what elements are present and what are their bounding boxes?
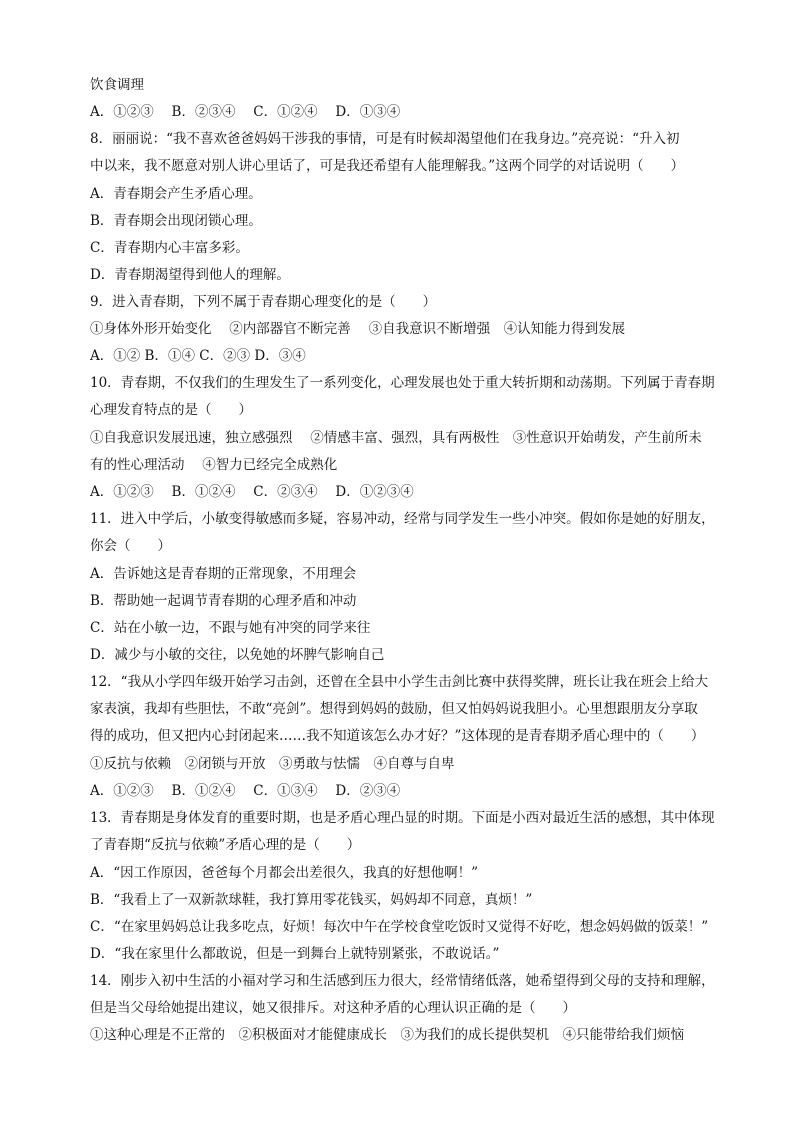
option-a: A．青春期会产生矛盾心理。 bbox=[90, 186, 262, 202]
answer-options: A．①②③ B．①②④ C．②③④ D．①②③④ bbox=[90, 484, 414, 500]
option-d: D．减少与小敏的交往，以免她的坏脾气影响自己 bbox=[90, 647, 385, 663]
option-c: C．青春期内心丰富多彩。 bbox=[90, 240, 249, 256]
answer-options: A．①② B．①④ C．②③ D．③④ bbox=[90, 348, 306, 364]
question-14: 14．刚步入初中生活的小福对学习和生活感到压力很大，经常情绪低落，她希望得到父母的支持和理解， bbox=[90, 973, 715, 989]
question-9: 9．进入青春期，下列不属于青春期心理变化的是（ ） bbox=[90, 294, 437, 310]
question-8: 8．丽丽说：“我不喜欢爸爸妈妈干涉我的事情，可是有时候却渴望他们在我身边。”亮亮说：“升入初 bbox=[90, 131, 680, 147]
question-10: 10．青春期，不仅我们的生理发生了一系列变化，心理发展也处于重大转折期和动荡期。下列属于青春期 bbox=[90, 375, 715, 391]
option-a: A．“因工作原因，爸爸每个月都会出差很久，我真的好想他啊！” bbox=[90, 865, 479, 881]
option-b: B．青春期会出现闭锁心理。 bbox=[90, 213, 262, 229]
question-13: 13．青春期是身体发育的重要时期，也是矛盾心理凸显的时期。下面是小西对最近生活的感想，其中体现 bbox=[90, 810, 715, 826]
answer-options: A．①②③ B．②③④ C．①②④ D．①③④ bbox=[90, 104, 401, 120]
text-line: 中以来，我不愿意对别人讲心里话了，可是我还希望有人能理解我。”这两个同学的对话说明（ ） bbox=[90, 158, 685, 174]
option-d: D．“我在家里什么都敢说，但是一到舞台上就特别紧张，不敢说话。” bbox=[90, 946, 500, 962]
answer-options: A．①②③ B．①②④ C．①③④ D．②③④ bbox=[90, 783, 401, 799]
option-a: A．告诉她这是青春期的正常现象，不用理会 bbox=[90, 566, 357, 582]
text-line: 饮食调理 bbox=[90, 77, 144, 93]
option-d: D．青春期渴望得到他人的理解。 bbox=[90, 267, 290, 283]
option-c: C．站在小敏一边，不跟与她有冲突的同学来往 bbox=[90, 620, 371, 636]
statements: ①自我意识发展迅速，独立感强烈 ②情感丰富、强烈，具有两极性 ③性意识开始萌发，产生前所未 bbox=[90, 430, 702, 446]
text-line: 了青春期“反抗与依赖”矛盾心理的是（ ） bbox=[90, 837, 361, 853]
option-c: C．“在家里妈妈总让我多吃点，好烦！每次中午在学校食堂吃饭时又觉得不好吃，想念妈妈做的饭菜！” bbox=[90, 919, 709, 935]
text-line: 得的成功，但又把内心封闭起来……我不知道该怎么办才好？”这体现的是青春期矛盾心理中的（ ） bbox=[90, 728, 705, 744]
text-line: 心理发育特点的是（ ） bbox=[90, 402, 252, 418]
text-line: 有的性心理活动 ④智力已经完全成熟化 bbox=[90, 457, 338, 473]
text-line: 家表演，我却有些胆怯，不敢“亮剑”。想得到妈妈的鼓励，但又怕妈妈说我胆小。心里想跟朋友分享取 bbox=[90, 701, 698, 717]
text-line: 你会（ ） bbox=[90, 538, 171, 554]
statements: ①这种心理是不正常的 ②积极面对才能健康成长 ③为我们的成长提供契机 ④只能带给我们烦恼 bbox=[90, 1027, 684, 1043]
statements: ①反抗与依赖 ②闭锁与开放 ③勇敢与怯懦 ④自尊与自卑 bbox=[90, 756, 455, 772]
option-b: B．“我看上了一双新款球鞋，我打算用零花钱买，妈妈却不同意，真烦！” bbox=[90, 892, 533, 908]
text-line: 但是当父母给她提出建议，她又很排斥。对这种矛盾的心理认识正确的是（ ） bbox=[90, 1000, 576, 1016]
option-b: B．帮助她一起调节青春期的心理矛盾和冲动 bbox=[90, 593, 357, 609]
question-12: 12．“我从小学四年级开始学习击剑，还曾在全县中小学生击剑比赛中获得奖牌，班长让我在班会上给大 bbox=[90, 674, 709, 690]
statements: ①身体外形开始变化 ②内部器官不断完善 ③自我意识不断增强 ④认知能力得到发展 bbox=[90, 321, 626, 337]
question-11: 11．进入中学后，小敏变得敏感而多疑，容易冲动，经常与同学发生一些小冲突。假如你是她的好朋友， bbox=[90, 511, 715, 527]
